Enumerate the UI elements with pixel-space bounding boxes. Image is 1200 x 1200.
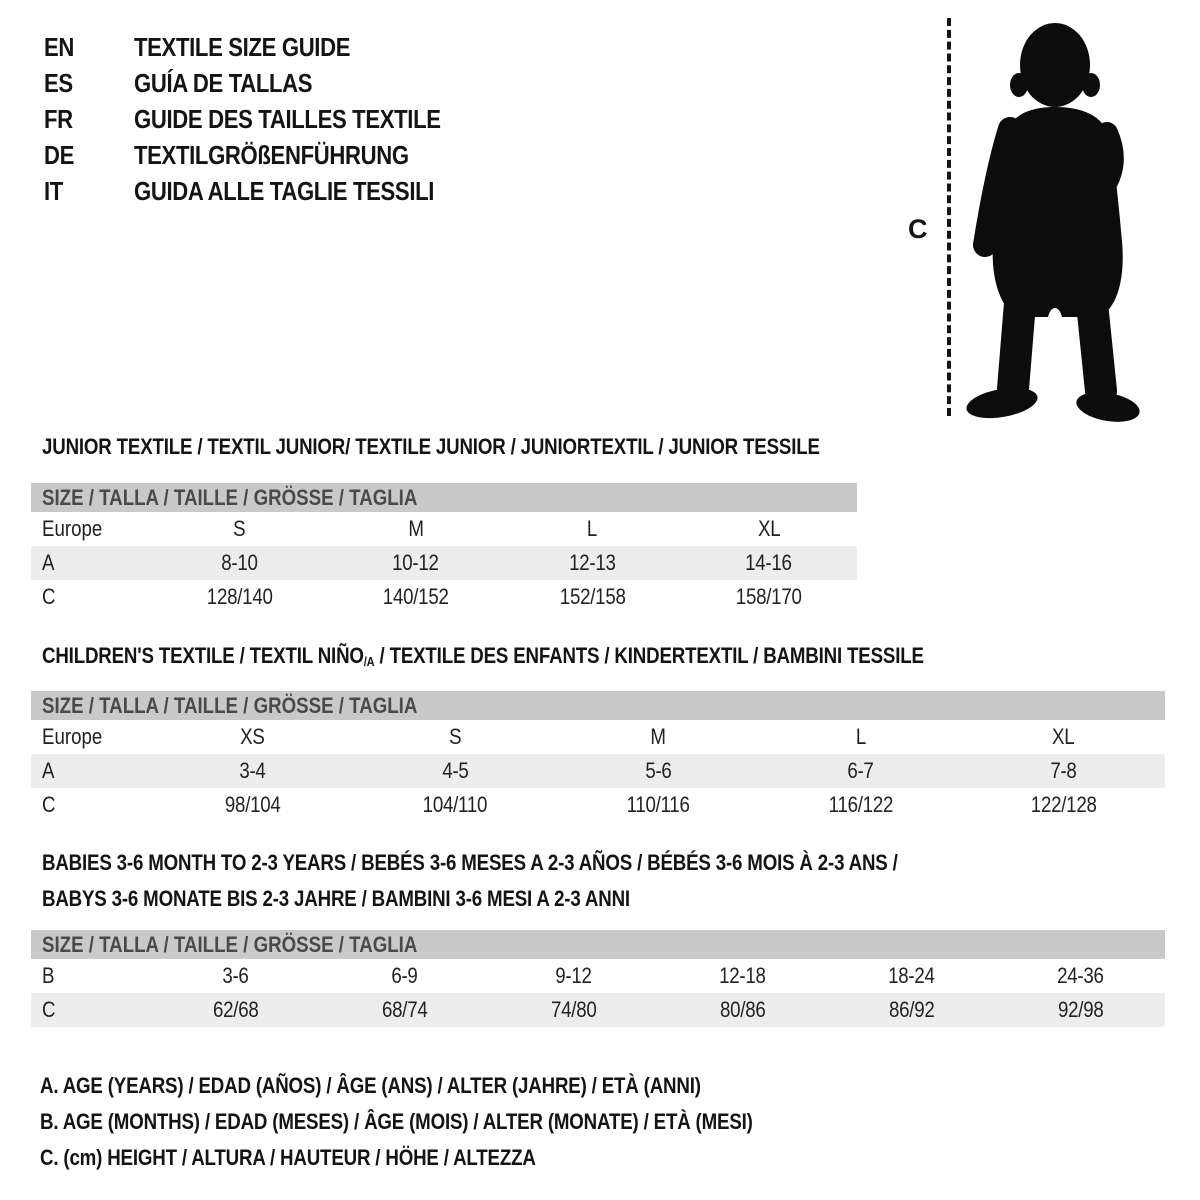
height-value: 110/116 <box>626 792 690 817</box>
babies-section-title-line2: BABYS 3-6 MONATE BIS 2-3 JAHRE / BAMBINI 3-6 MESI A 2-3 ANNI <box>42 886 630 911</box>
height-value: 140/152 <box>382 584 449 609</box>
age-value: 12-13 <box>568 550 616 575</box>
guide-title-es: GUÍA DE TALLAS <box>134 68 313 98</box>
row-label: A <box>42 550 55 575</box>
language-code: EN <box>44 32 75 62</box>
size-value: S <box>233 516 246 541</box>
height-value: 62/68 <box>212 997 259 1022</box>
row-label: Europe <box>42 516 103 541</box>
table-row-europe <box>31 512 857 546</box>
language-title-block <box>44 29 495 209</box>
age-value: 3-4 <box>239 758 266 783</box>
months-value: 24-36 <box>1057 963 1104 988</box>
toddler-silhouette-icon <box>962 20 1142 432</box>
size-table-header: SIZE / TALLA / TAILLE / GRÖSSE / TAGLIA <box>31 483 857 512</box>
months-value: 3-6 <box>222 963 249 988</box>
babies-size-table <box>31 930 1165 1027</box>
age-value: 14-16 <box>745 550 793 575</box>
height-value: 68/74 <box>381 997 428 1022</box>
row-label: B <box>42 963 55 988</box>
junior-section-title: JUNIOR TEXTILE / TEXTIL JUNIOR/ TEXTILE JUNIOR / JUNIORTEXTIL / JUNIOR TESSILE <box>42 434 820 459</box>
guide-title-en: TEXTILE SIZE GUIDE <box>134 32 351 62</box>
size-value: XL <box>1052 724 1075 749</box>
months-value: 12-18 <box>719 963 766 988</box>
table-row-europe <box>31 720 1165 754</box>
row-label: C <box>42 792 56 817</box>
language-code: ES <box>44 68 73 98</box>
language-row-it <box>44 173 495 209</box>
height-dashed-line <box>947 18 951 416</box>
row-label: C <box>42 584 56 609</box>
height-measure-label: C <box>908 214 928 244</box>
age-value: 4-5 <box>442 758 469 783</box>
height-value: 98/104 <box>224 792 281 817</box>
height-value: 122/128 <box>1030 792 1097 817</box>
row-label: A <box>42 758 55 783</box>
age-value: 8-10 <box>221 550 258 575</box>
legend-age-months: B. AGE (MONTHS) / EDAD (MESES) / ÂGE (MOIS) / ALTER (MONATE) / ETÀ (MESI) <box>40 1109 753 1134</box>
guide-title-it: GUIDA ALLE TAGLIE TESSILI <box>134 176 435 206</box>
row-label: Europe <box>42 724 103 749</box>
guide-title-fr: GUIDE DES TAILLES TEXTILE <box>134 104 441 134</box>
months-value: 9-12 <box>555 963 592 988</box>
language-row-de <box>44 137 495 173</box>
guide-title-de: TEXTILGRÖßENFÜHRUNG <box>134 140 409 170</box>
height-value: 86/92 <box>888 997 935 1022</box>
age-value: 6-7 <box>847 758 874 783</box>
language-code: FR <box>44 104 73 134</box>
language-code: IT <box>44 176 63 206</box>
babies-section-title-line1: BABIES 3-6 MONTH TO 2-3 YEARS / BEBÉS 3-6 MESES A 2-3 AÑOS / BÉBÉS 3-6 MOIS À 2-3 ANS / <box>42 850 898 875</box>
months-value: 18-24 <box>888 963 935 988</box>
table-row-months <box>31 959 1165 993</box>
table-row-age <box>31 546 857 580</box>
language-row-fr <box>44 101 495 137</box>
height-value: 80/86 <box>719 997 766 1022</box>
height-value: 158/170 <box>735 584 802 609</box>
row-label: C <box>42 997 56 1022</box>
children-section-title: CHILDREN'S TEXTILE / TEXTIL $NIÑO_{/A}$ / TEXTILE DES ENFANTS / KINDERTEXTIL / BAMBINI TESSILE <box>42 643 924 669</box>
height-value: 116/122 <box>828 792 894 817</box>
table-row-age <box>31 754 1165 788</box>
children-size-table <box>31 691 1165 822</box>
language-code: DE <box>44 140 75 170</box>
table-row-height <box>31 580 857 614</box>
size-table-header: SIZE / TALLA / TAILLE / GRÖSSE / TAGLIA <box>31 930 1165 959</box>
legend-age-years: A. AGE (YEARS) / EDAD (AÑOS) / ÂGE (ANS) / ALTER (JAHRE) / ETÀ (ANNI) <box>40 1073 701 1098</box>
age-value: 10-12 <box>392 550 440 575</box>
language-row-en <box>44 29 495 65</box>
months-value: 6-9 <box>391 963 418 988</box>
table-row-height <box>31 788 1165 822</box>
height-value: 92/98 <box>1057 997 1104 1022</box>
title-subscript: /A <box>363 654 375 669</box>
age-value: 7-8 <box>1050 758 1077 783</box>
size-value: M <box>408 516 424 541</box>
language-row-es <box>44 65 495 101</box>
table-row-height <box>31 993 1165 1027</box>
size-value: L <box>855 724 866 749</box>
height-value: 104/110 <box>422 792 488 817</box>
junior-size-table <box>31 483 857 614</box>
size-value: L <box>587 516 598 541</box>
size-table-header: SIZE / TALLA / TAILLE / GRÖSSE / TAGLIA <box>31 691 1165 720</box>
size-value: XL <box>757 516 780 541</box>
height-value: 152/158 <box>559 584 626 609</box>
legend-height-cm: C. (cm) HEIGHT / ALTURA / HAUTEUR / HÖHE / ALTEZZA <box>40 1145 536 1170</box>
size-value: XS <box>240 724 265 749</box>
height-value: 128/140 <box>206 584 273 609</box>
size-value: M <box>650 724 666 749</box>
height-value: 74/80 <box>550 997 597 1022</box>
size-value: S <box>449 724 462 749</box>
age-value: 5-6 <box>644 758 672 783</box>
